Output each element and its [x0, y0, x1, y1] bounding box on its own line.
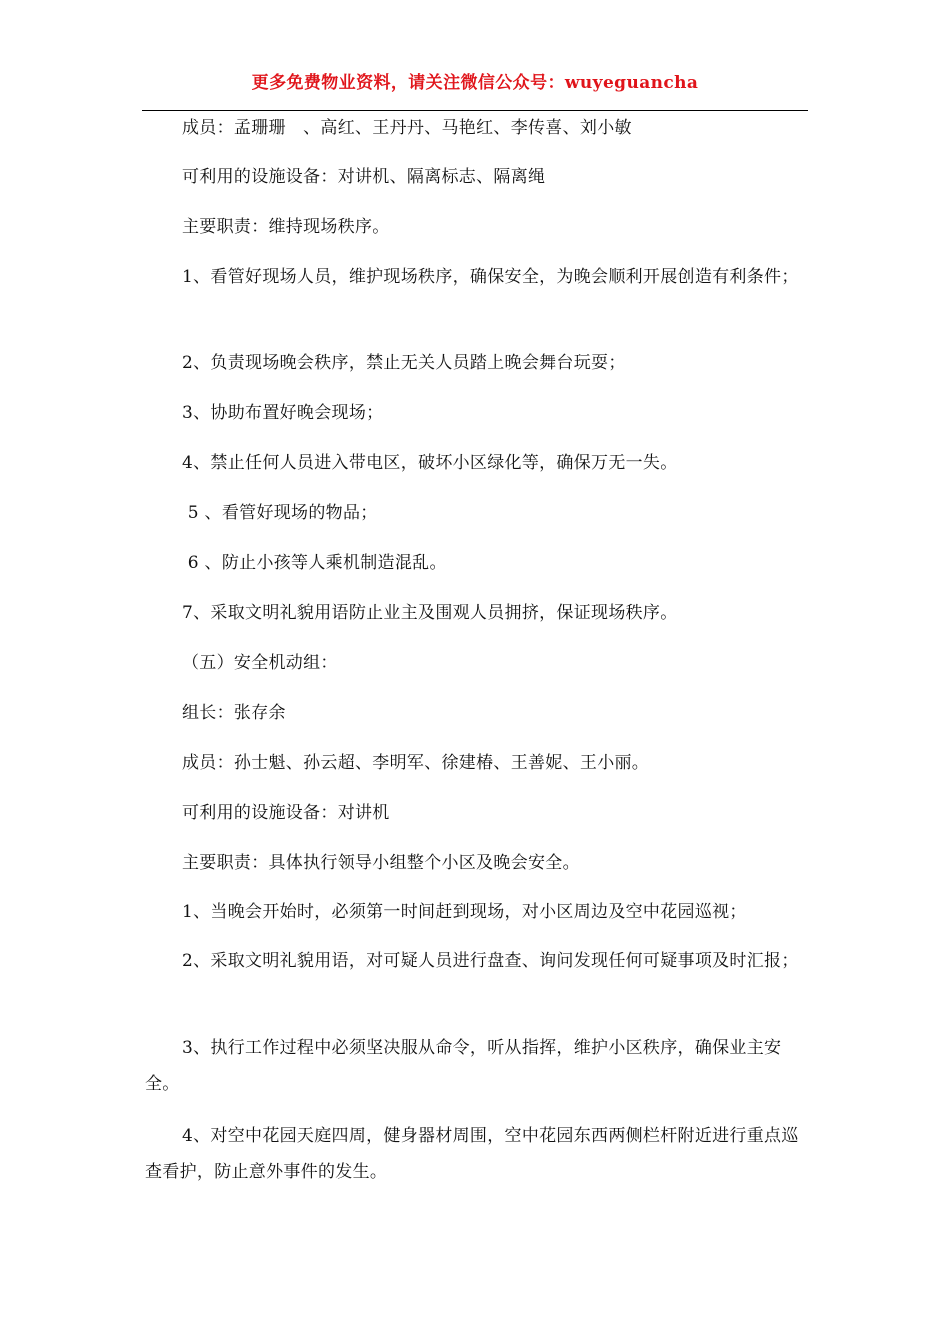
paragraph-members: 成员：孟珊珊 、高红、王丹丹、马艳红、李传喜、刘小敏 — [182, 118, 632, 138]
paragraph-duty-2-4: 4、对空中花园天庭四周，健身器材周围，空中花园东西两侧栏杆附近进行重点巡查看护，防止意外事件的发生。 — [145, 1126, 799, 1182]
section-heading-security-team: （五）安全机动组： — [182, 653, 338, 673]
paragraph-duties-2: 主要职责：具体执行领导小组整个小区及晚会安全。 — [182, 853, 580, 873]
paragraph-duty-2-2: 2、采取文明礼貌用语，对可疑人员进行盘查、询问发现任何可疑事项及时汇报； — [182, 951, 799, 971]
paragraph-duty-6: 6 、防止小孩等人乘机制造混乱。 — [182, 553, 447, 573]
paragraph-duty-1: 1、看管好现场人员，维护现场秩序，确保安全，为晚会顺利开展创造有利条件； — [182, 267, 799, 287]
paragraph-equipment: 可利用的设施设备：对讲机、隔离标志、隔离绳 — [182, 167, 546, 187]
paragraph-members-2: 成员：孙士魁、孙云超、李明军、徐建椿、王善妮、王小丽。 — [182, 753, 650, 773]
header-banner: 更多免费物业资料，请关注微信公众号：wuyeguancha — [251, 73, 699, 93]
paragraph-duty-4: 4、禁止任何人员进入带电区，破坏小区绿化等，确保万无一失。 — [182, 453, 678, 473]
paragraph-duty-7: 7、采取文明礼貌用语防止业主及围观人员拥挤，保证现场秩序。 — [182, 603, 678, 623]
paragraph-leader: 组长：张存余 — [182, 703, 286, 723]
paragraph-duty-2-1: 1、当晚会开始时，必须第一时间赶到现场，对小区周边及空中花园巡视； — [182, 902, 747, 922]
paragraph-duty-5: 5 、看管好现场的物品； — [182, 503, 378, 523]
paragraph-duties: 主要职责：维持现场秩序。 — [182, 217, 390, 237]
paragraph-duty-2: 2、负责现场晚会秩序，禁止无关人员踏上晚会舞台玩耍； — [182, 353, 626, 373]
paragraph-equipment-2: 可利用的设施设备：对讲机 — [182, 803, 390, 823]
paragraph-duty-3: 3、协助布置好晚会现场； — [182, 403, 384, 423]
paragraph-duty-2-3: 3、执行工作过程中必须坚决服从命令，听从指挥，维护小区秩序，确保业主安全。 — [145, 1038, 782, 1094]
